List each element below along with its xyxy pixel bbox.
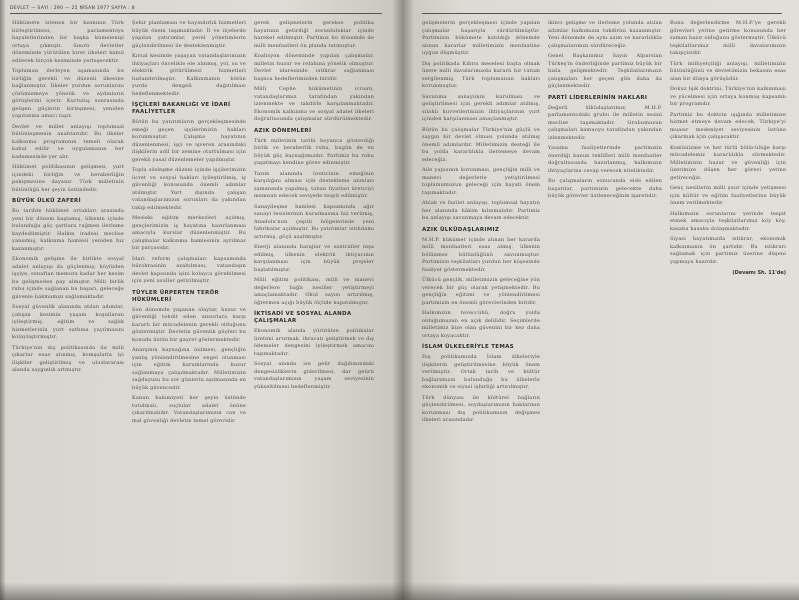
paragraph: Değerli ülküdaşlarımız, M.H.P. parlamentodaki grubu ile milletin sesini meclise taşımaktadır. Grubumuzun çalışmaları kamuoyu tarafından yakından izlenmektedir. — [548, 104, 662, 141]
paragraph: Yasama faaliyetlerinde partimizin önerdiği kanun teklifleri milli menfaatler doğrultusunda hazırlanmış, halkımızın ihtiyaçlarına cevap verecek niteliktedir. — [548, 145, 662, 174]
paragraph: Son dönemde yaşanan olaylar, huzur ve güvenliği tehdit eden unsurlara karşı kararlı bir mücadelenin gerekli olduğunu göstermiştir. Devletin güvenlik güçleri bu konuda üstün bir gayret göstermektedir. — [132, 306, 246, 343]
paragraph: Türk milletinin tarihi boyunca gösterdiği birlik ve beraberlik ruhu, bugün de en büyük güç kaynağımızdır. Partimiz bu ruhu yaşatmayı kendine görev edinmiştir. — [254, 137, 374, 166]
page-header: DEVLET — SAYI : 290 — 25 NİSAN 1977 SAYFA : 8 — [10, 6, 135, 11]
right-column-3 — [670, 20, 786, 600]
paragraph: gelişmelerin gerçekleşmesi içinde yapılan çalışmalar başarıyla sürdürülmüştür. Partimizin hükümete katıldığı dönemde alınan kararlar milletimizin menfaatine uygun düşmüştür. — [422, 20, 540, 56]
section-heading: TÜYLER ÜRPERTEN TERÖR HÜKÜMLERİ — [132, 289, 220, 303]
paragraph: Dış politikada Kıbrıs meselesi başta olmak üzere milli davalarımızda kararlı bir tutum sergilenmiş, Türk toplumunun hakları korunmuştur. — [422, 60, 540, 89]
paragraph: Bunu değerlendirme M.H.P.'ye gerekli görevleri yerine getirme konusunda her zaman hazır olduğunu göstermiştir. Ülkücü teşkilatlarımız milli davalarımızın takipçisidir. — [670, 20, 786, 56]
paragraph: M.H.P. hükümet içinde alınan her kararda milli menfaatleri esas almış, ülkenin bölünmez bütünlüğünü savunmuştur. Partimizin teşkilatları yurdun her köşesinde faaliyet göstermektedir. — [422, 236, 540, 273]
paragraph: Kanun hakimiyeti her şeyin üstünde tutulmalı, suçlular adalet önüne çıkarılmalıdır. Vatandaşlarımızın can ve mal güvenliği devletin temel görevidir. — [132, 395, 246, 424]
paragraph: ikinci gelişme ve ilerleme yolunda atılan adımlar halkımızın takdirini kazanmıştır. Yeni dönemde de aynı azim ve kararlılıkla çalışmalarımızı sürdüreceğiz. — [548, 20, 662, 49]
paragraph: Türk dünyası ile kültürel bağların güçlendirilmesi, soydaşlarımızın haklarının korunması dış politikamızın değişmez ilkeleri arasındadır. — [422, 394, 540, 423]
paragraph: Sanayileşme hamlesi kapsamında ağır sanayi tesislerinin kurulmasına hız verilmiş, Anadolu'nun çeşitli bölgelerinde yeni fabrikalar açılmıştır. Bu yatırımlar istihdamı artırmış, göçü azaltmıştır. — [254, 203, 374, 240]
left-column-3 — [254, 20, 374, 600]
paragraph: Mesleki eğitim merkezleri açılmış, gençlerimizin iş hayatına hazırlanması amacıyla kurslar düzenlenmiştir. Bu çalışmalar kalkınma hamlesinin ayrılmaz bir parçasıdır. — [132, 215, 246, 251]
paragraph: Dış politikamızda İslam ülkeleriyle ilişkilerin geliştirilmesine büyük önem verilmiştir. Ortak tarih ve kültür bağlarımızın bulunduğu bu ülkelerle ekonomik ve siyasi işbirliği artırılmıştır. — [422, 354, 540, 390]
header-rule — [10, 13, 382, 14]
paragraph: Enerji alanında barajlar ve santraller inşa edilmiş, ülkenin elektrik ihtiyacının karşılanması için büyük projeler başlatılmıştır. — [254, 244, 374, 273]
section-heading: AZIK DÖNEMLERİ — [254, 127, 312, 134]
paragraph: Bütün bu çalışmalar Türkiye'nin güçlü ve saygın bir devlet olması yolunda atılmış önemli adımlardır. Milletimizin desteği ile bu yolda kararlılıkla ilerlemeye devam edeceğiz. — [422, 126, 540, 163]
paragraph: Savunma sanayiinin kurulması ve geliştirilmesi için gerekli adımlar atılmış, silahlı kuvvetlerimizin ihtiyaçlarının yurt içinden karşılanması amaçlanmıştır. — [422, 93, 540, 122]
paragraph: Kırsal kesimde yaşayan vatandaşlarımızın ihtiyaçları öncelikle ele alınmış, yol, su ve elektrik götürülmesi hizmetleri hızlandırılmıştır. Kalkınmanın bütün yurda dengeli dağıtılması hedeflenmektedir. — [132, 53, 246, 97]
paragraph: Anarşinin kaynağına inilmesi, gençliğin yanlış yönlendirilmesine engel olunması için eğitim kurumlarında huzur sağlanmaya çalışılmaktadır. Milletimizin sağduyusu bu zor günlerin aşılmasında en büyük güvencedir. — [132, 347, 246, 391]
section-heading: BÜYÜK ÜLKÜ ZAFERİ — [12, 198, 81, 204]
paragraph: Koalisyon döneminde yapılan çalışmalar, milletin huzur ve refahına yönelik olmuştur. Devlet idaresinde istikrar sağlanması başlıca hedeflerimizden biridir. — [254, 53, 374, 82]
paragraph: Genel Başkanımız Sayın Alparslan Türkeş'in önderliğinde partimiz büyük bir hızla gelişmektedir. Teşkilatlarımızın çalışmaları her geçen gün daha da güçlenmektedir. — [548, 53, 662, 89]
paragraph: Ekonomik alanda yürütülen politikalar üretimi artırmak, ihracatı geliştirmek ve dış ödemeler dengesini iyileştirmek amacını taşımaktadır. — [254, 328, 374, 357]
left-column-1 — [12, 20, 124, 600]
right-column-1 — [422, 20, 540, 600]
paragraph: Komünizme ve her türlü bölücülüğe karşı mücadelemiz kararlılıkla sürmektedir. Milletimizin huzur ve güvenliği için üzerimize düşen her görevi yerine getireceğiz. — [670, 144, 786, 181]
paragraph: Devlet ve millet anlayışı toplumsal bütünleşmenin anahtarıdır. Bu ilkeler kalkınma programının temeli olarak kabul edilir ve uygulamanın her kademesinde yer alır. — [12, 123, 124, 160]
section-heading: İKTİSADİ VE SOSYAL ALANDA ÇALIŞMALAR — [254, 311, 352, 324]
paragraph: Bütün bu yatırımların gerçekleşmesinde emeği geçen işçilerimizin hakları korunmuştur. Çalışma hayatının düzenlenmesi, işçi ve işveren arasındaki ilişkilerin adil bir zemine oturtulması için gerekli yasal düzenlemeler yapılmıştır. — [132, 119, 246, 163]
paragraph: Ahlak ve fazilet anlayışı, toplumsal hayatın her alanında hâkim kılınmalıdır. Partimiz bu anlayışı savunmaya devam edecektir. — [422, 200, 540, 221]
paragraph: Türk milliyetçiliği anlayışı, milletimizin bütünlüğünü ve devletimizin bekasını esas alan bir dünya görüşüdür. — [670, 60, 786, 82]
paragraph: Aile yapısının korunması, gençliğin milli ve manevi değerlerle yetiştirilmesi toplumumuzun geleceği için hayati önem taşımaktadır. — [422, 167, 540, 196]
paragraph: İdari reform çalışmaları kapsamında bürokrasinin azaltılması, vatandaşın devlet kapısında işini kolayca görebilmesi için yeni usuller getirilmiştir. — [132, 255, 246, 284]
paragraph: Tarım alanında üreticinin emeğinin karşılığını alması için destekleme alımları zamanında yapılmış, taban fiyatları üreticiyi memnun edecek seviyede tespit edilmiştir. — [254, 170, 374, 199]
header-rule — [422, 13, 782, 14]
paragraph: Bu çalışmaların sonucunda elde edilen başarılar, partimizin gelecekte daha büyük görevler üstleneceğinin işaretidir. — [548, 178, 662, 199]
right-column-2 — [548, 20, 662, 600]
paragraph: Türkiye'nin dış politikasında da milli çıkarlar esas alınmış, komşularla iyi ilişkiler geliştirilmiş ve uluslararası alanda saygınlık artmıştır. — [12, 344, 124, 373]
paragraph: Toplumun ilerleyen aşamasında bu birliğin gerekli ve düzenli ilkesine bağlanmıştır. İlkeler yurdun sorunlarını çözümlemeye yönelik ve aydınların görüşlerini içerir. Kurtuluş sonrasında gelişen güçlerin birleşmesi, yeniden yapılanma amacı taşır. — [12, 68, 124, 119]
paragraph: Milli Cephe hükümetinin icraatı, vatandaşlarımız tarafından yakından izlenmekte ve takdirle karşılanmaktadır. Ekonomik kalkınma ve sosyal adalet ilkeleri doğrultusunda çalışmalar sürdürülmektedir. — [254, 86, 374, 122]
section-heading: AZIK ÜLKÜDAŞLARIMIZ — [422, 226, 500, 233]
paragraph: Sosyal alanda ise gelir dağılımındaki dengesizliklerin giderilmesi, dar gelirli vatandaşlarımızın yaşam seviyesinin yükseltilmesi hedeflenmiştir. — [254, 361, 374, 390]
paragraph: Genç nesillerin milli şuur içinde yetişmesi için kültür ve eğitim faaliyetlerine büyük önem verilmektedir. — [670, 185, 786, 206]
section-heading: İŞÇİLERİ BAKANLIĞI VE İDARİ FAALİYETLER — [132, 102, 231, 115]
paragraph: Şehir planlaması ve bayındırlık hizmetleri büyük önem taşımaktadır. İl ve ilçelerde yapılan yatırımlar, yerel yönetimlerin güçlendirilmesi ile desteklenmiştir. — [132, 20, 246, 49]
paragraph: Siyasi hayatımızda istikrar, ekonomik kalkınmanın ön şartıdır. Bu istikrarı sağlamak için partimiz üzerine düşeni yapmaya hazırdır. — [670, 236, 786, 265]
paragraph: Halkımızın teveccühü, doğru yolda olduğumuzun en açık delilidir. Seçimlerde milletimiz bize olan güvenini bir kez daha ortaya koyacaktır. — [422, 310, 540, 339]
paragraph: Dokuz Işık doktrini, Türkiye'nin kalkınması ve yücelmesi için ortaya konmuş kapsamlı bir programdır. — [670, 86, 786, 107]
paragraph: Partimiz bu doktrin ışığında milletimize hizmet etmeye devam edecek, Türkiye'yi muasır medeniyet seviyesinin üstüne çıkarmak için çalışacaktır. — [670, 111, 786, 140]
continued-note: (Devamı Sh. 11'de) — [732, 270, 786, 276]
paragraph: Milli eğitim politikası, milli ve manevi değerlere bağlı nesiller yetiştirmeyi amaçlamaktadır. Okul sayısı artırılmış, öğretmen açığı büyük ölçüde kapatılmıştır. — [254, 277, 374, 306]
paragraph: Ekonomik gelişme ile birlikte sosyal adalet anlayışı da güçlenmiş; köylüden işçiye, esnaftan memura kadar her kesim bu gelişmeden pay almıştır. Milli birlik ruhu içinde sağlanan bu başarı, geleceğe güvenle bakmamızı sağlamaktadır. — [12, 256, 124, 300]
paragraph: Hükümete istenen bir kısmının Türk birleştirilmesi, parlamentoya hayaletlerinden bir başka kümelenişi ortaya çıkmıştı. Sınırlı devletler döneminde yürütülen birer ilkeleri kabul edilerek birçok kesiminde yerleşecektir. — [12, 20, 124, 64]
right-page — [402, 0, 799, 600]
section-heading: PARTİ LİDERLERİNİN HAKLARI — [548, 94, 648, 101]
paragraph: Hükümet politikasının gelişmesi, yurt içindeki birliğin ve beraberliğin pekişmesine dayanır. Türk milletinin bütünlüğü her şeyin üstündedir. — [12, 164, 124, 193]
section-heading: İSLAM ÜLKELERİYLE TEMAS — [422, 344, 514, 350]
paragraph: Toplu sözleşme düzeni içinde işçilerimizin ücret ve sosyal hakları iyileştirilmiş, iş güvenliği konusunda önemli adımlar atılmıştır. Yurt dışında çalışan vatandaşlarımızın sorunları da yakından takip edilmektedir. — [132, 167, 246, 211]
bottom-shadow — [0, 582, 799, 600]
page-gutter — [392, 0, 414, 600]
paragraph: gerek gelişmelerin gerekse politika hayatının getirdiği zorunluluklar içinde hareket edilmiştir. Partimiz bu dönemde de milli menfaatleri ön planda tutmuştur. — [254, 20, 374, 49]
paragraph: Halkımızın sorunlarını yerinde tespit etmek amacıyla teşkilatlarımız köy köy, kasaba kasaba dolaşmaktadır. — [670, 210, 786, 232]
page-edge-shadow — [0, 0, 6, 600]
left-column-2 — [132, 20, 246, 600]
paragraph: Ülkücü gençlik, milletimizin geleceğine yön verecek bir güç olarak yetişmektedir. Bu gençliğin eğitimi ve yönlendirilmesi partimizin en önemli görevlerinden biridir. — [422, 277, 540, 306]
paragraph: Sosyal güvenlik alanında atılan adımlar, çalışan kesimin yaşam koşullarını iyileştirmiş, eğitim ve sağlık hizmetlerinin yurt sathına yayılmasını kolaylaştırmıştır. — [12, 304, 124, 340]
paragraph: Bu tarihte hükümet ortakları arasında yeni bir dönem başlamış, ülkenin içinde bulunduğu güç şartlara rağmen ilerleme kaydedilmiştir. Halkın iradesi meclise yansımış, kalkınma hamlesi yeniden hız kazanmıştır. — [12, 208, 124, 252]
